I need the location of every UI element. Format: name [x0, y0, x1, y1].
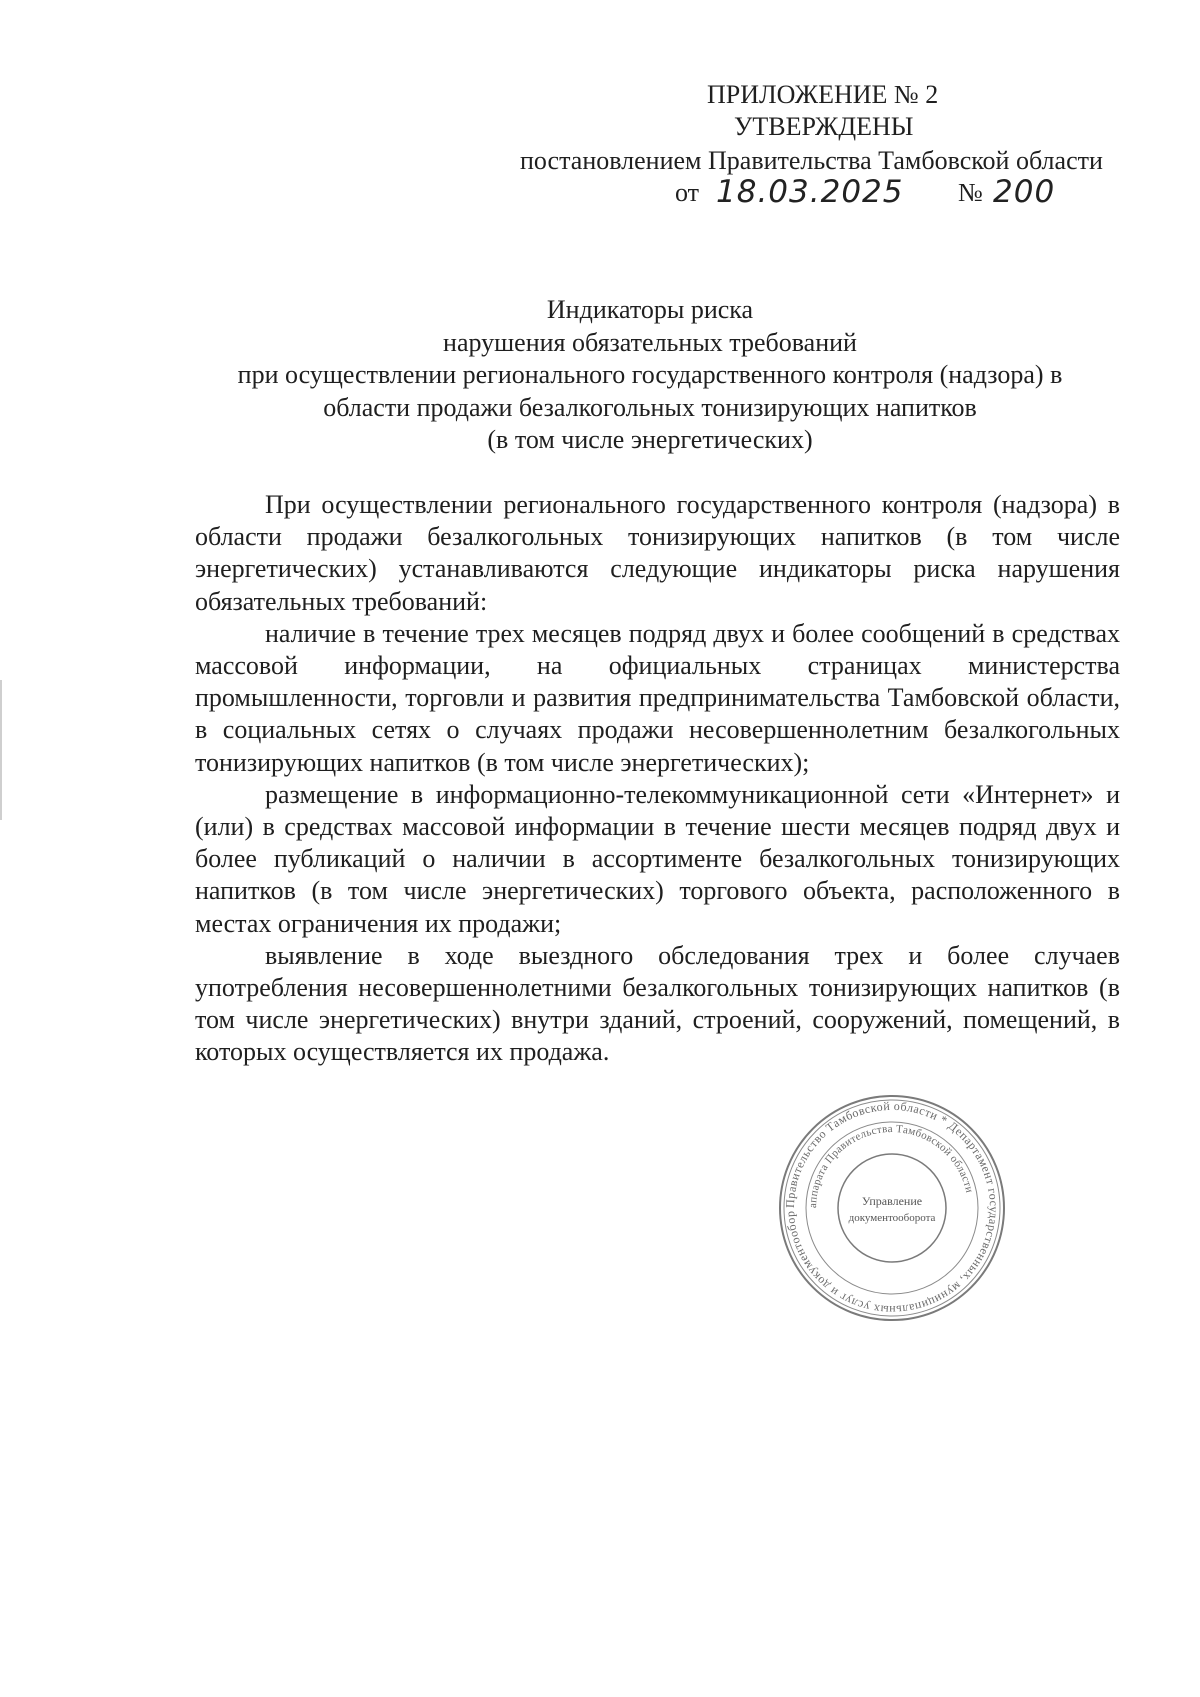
resolution-line: постановлением Правительства Тамбовской области	[520, 146, 1103, 175]
stamp-middle-ring	[806, 1122, 978, 1294]
title-line: области продажи безалкогольных тонизирующих напитков	[323, 392, 977, 422]
intro-paragraph: При осуществлении регионального государственного контроля (надзора) в области продажи безалкогольных тонизирующих напитков (в том числе энергетических) устанавливаются следующие индикаторы риска нарушения обязательных требований:	[195, 490, 1120, 616]
official-stamp	[777, 1093, 1007, 1323]
document-title	[180, 294, 1120, 457]
document-body	[195, 489, 1120, 1069]
title-line: при осуществлении регионального государственного контроля (надзора) в	[237, 360, 1063, 389]
handwritten-number: 200	[993, 174, 1056, 210]
stamp-inner-text: аппарата Правительства Тамбовской области	[806, 1122, 976, 1209]
risk-indicator-item: наличие в течение трех месяцев подряд двух и более сообщений в средствах массовой информации, на официальных страницах министерства промышленности, торговли и развития предпринимательства Тамбовской области, в социальных сетях о случаях продажи несовершеннолетним безалкогольных тонизирующих напитков (в том числе энергетических);	[195, 618, 1120, 777]
title-line: (в том числе энергетических)	[487, 425, 813, 454]
title-line: нарушения обязательных требований	[443, 327, 857, 357]
stamp-inner-ring	[838, 1154, 946, 1262]
appendix-heading: ПРИЛОЖЕНИЕ № 2	[707, 80, 939, 109]
approved-label: УТВЕРЖДЕНЫ	[734, 112, 914, 141]
title-line: Индикаторы риска	[546, 295, 754, 324]
handwritten-date: 18.03.2025	[716, 174, 904, 210]
stamp-center-line-2: документооборота	[848, 1212, 936, 1224]
stamp-center-line-1: Управление	[861, 1194, 923, 1208]
date-prefix: от	[675, 178, 700, 207]
risk-indicator-item: размещение в информационно-телекоммуникационной сети «Интернет» и (или) в средствах массовой информации в течение шести месяцев подряд двух и более публикаций о наличии в ассортименте безалкогольных тонизирующих напитков (в том числе энергетических) торгового объекта, расположенного в местах ограничения их продажи;	[195, 779, 1120, 938]
stamp-outer-text: Правительство Тамбовской области * Департамент государственных, муниципальных услуг и документообор	[782, 1098, 1002, 1318]
number-label: №	[958, 178, 983, 207]
risk-indicator-item: выявление в ходе выездного обследования трех и более случаев употребления несовершеннолетними безалкогольных тонизирующих напитков (в том числе энергетических) внутри зданий, строений, сооружений, помещений, в которых осуществляется их продажа.	[195, 940, 1120, 1067]
scan-margin-mark	[0, 680, 2, 820]
